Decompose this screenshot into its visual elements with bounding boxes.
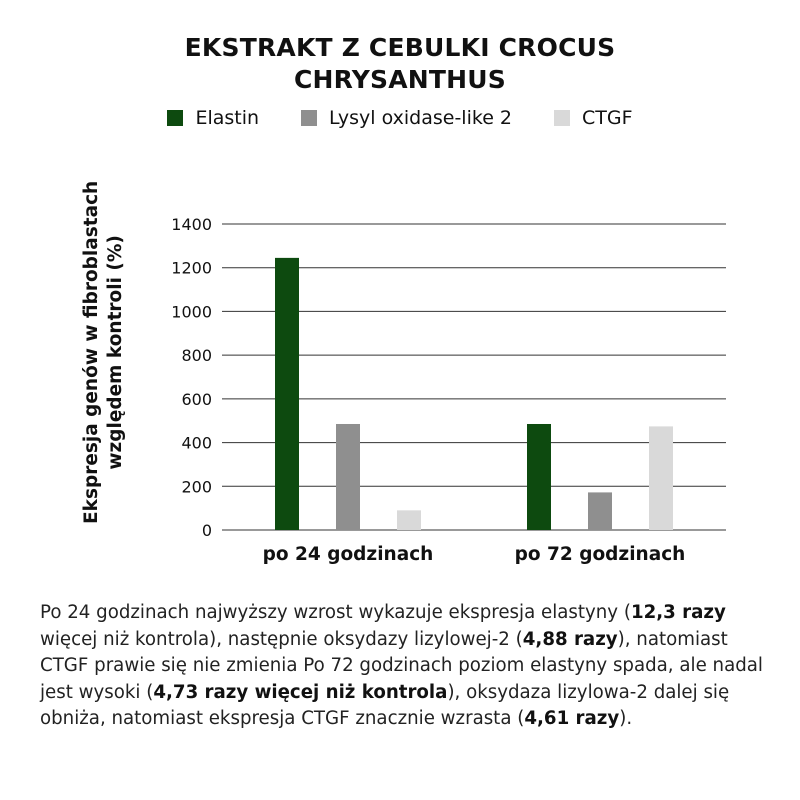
bar-ctgf-2 <box>649 426 673 530</box>
y-tick-label: 1000 <box>171 302 212 322</box>
bar-ctgf-1 <box>397 510 421 530</box>
chart-title-line-2: CHRYSANTHUS <box>293 65 506 94</box>
x-tick-label: po 24 godzinach <box>262 544 434 565</box>
caption-text: więcej niż kontrola), następnie oksydazy lizylowej-2 ( <box>40 628 523 650</box>
y-axis-label-line-1: Ekspresja genów w fibroblastach <box>81 180 102 524</box>
bar-elastin-2 <box>527 424 551 530</box>
bar-lysyl-oxidase-like-2-2 <box>588 492 612 530</box>
y-axis-label-line-2: względem kontroli (%) <box>105 234 126 470</box>
legend-label-lox: Lysyl oxidase-like 2 <box>329 107 513 129</box>
caption-highlight: 4,73 razy więcej niż kontrola <box>153 681 448 703</box>
y-tick-label: 600 <box>181 389 212 409</box>
caption-text: ), oksydaza lizylowa-2 dalej się obniża, natomiast ekspresja CTGF znacznie wzrasta ( <box>40 681 730 729</box>
y-tick-label: 200 <box>181 477 212 497</box>
caption-text: ). <box>619 708 633 729</box>
chart-caption <box>40 600 770 733</box>
bar-elastin-1 <box>275 258 299 530</box>
caption-highlight: 12,3 razy <box>630 602 726 623</box>
legend-label-ctgf: CTGF <box>582 107 633 129</box>
x-tick-label: po 72 godzinach <box>514 544 686 565</box>
y-tick-label: 800 <box>181 346 212 366</box>
y-tick-label: 400 <box>181 433 212 453</box>
y-tick-label: 1400 <box>171 215 212 234</box>
y-tick-label: 0 <box>201 521 212 540</box>
bar-lysyl-oxidase-like-2-1 <box>336 424 360 530</box>
caption-highlight: 4,88 razy <box>522 628 618 650</box>
chart-title-line-1: EKSTRAKT Z CEBULKI CROCUS <box>184 33 616 62</box>
legend-label-elastin: Elastin <box>195 107 260 129</box>
y-tick-label: 1200 <box>171 258 212 278</box>
caption-text: ), natomiast CTGF prawie się nie zmienia Po 72 godzinach poziom elastyny spada, ale nadal jest wysoki ( <box>40 628 763 703</box>
caption-text: Po 24 godzinach najwyższy wzrost wykazuje ekspresja elastyny ( <box>40 602 631 623</box>
caption-highlight: 4,61 razy <box>524 708 620 729</box>
